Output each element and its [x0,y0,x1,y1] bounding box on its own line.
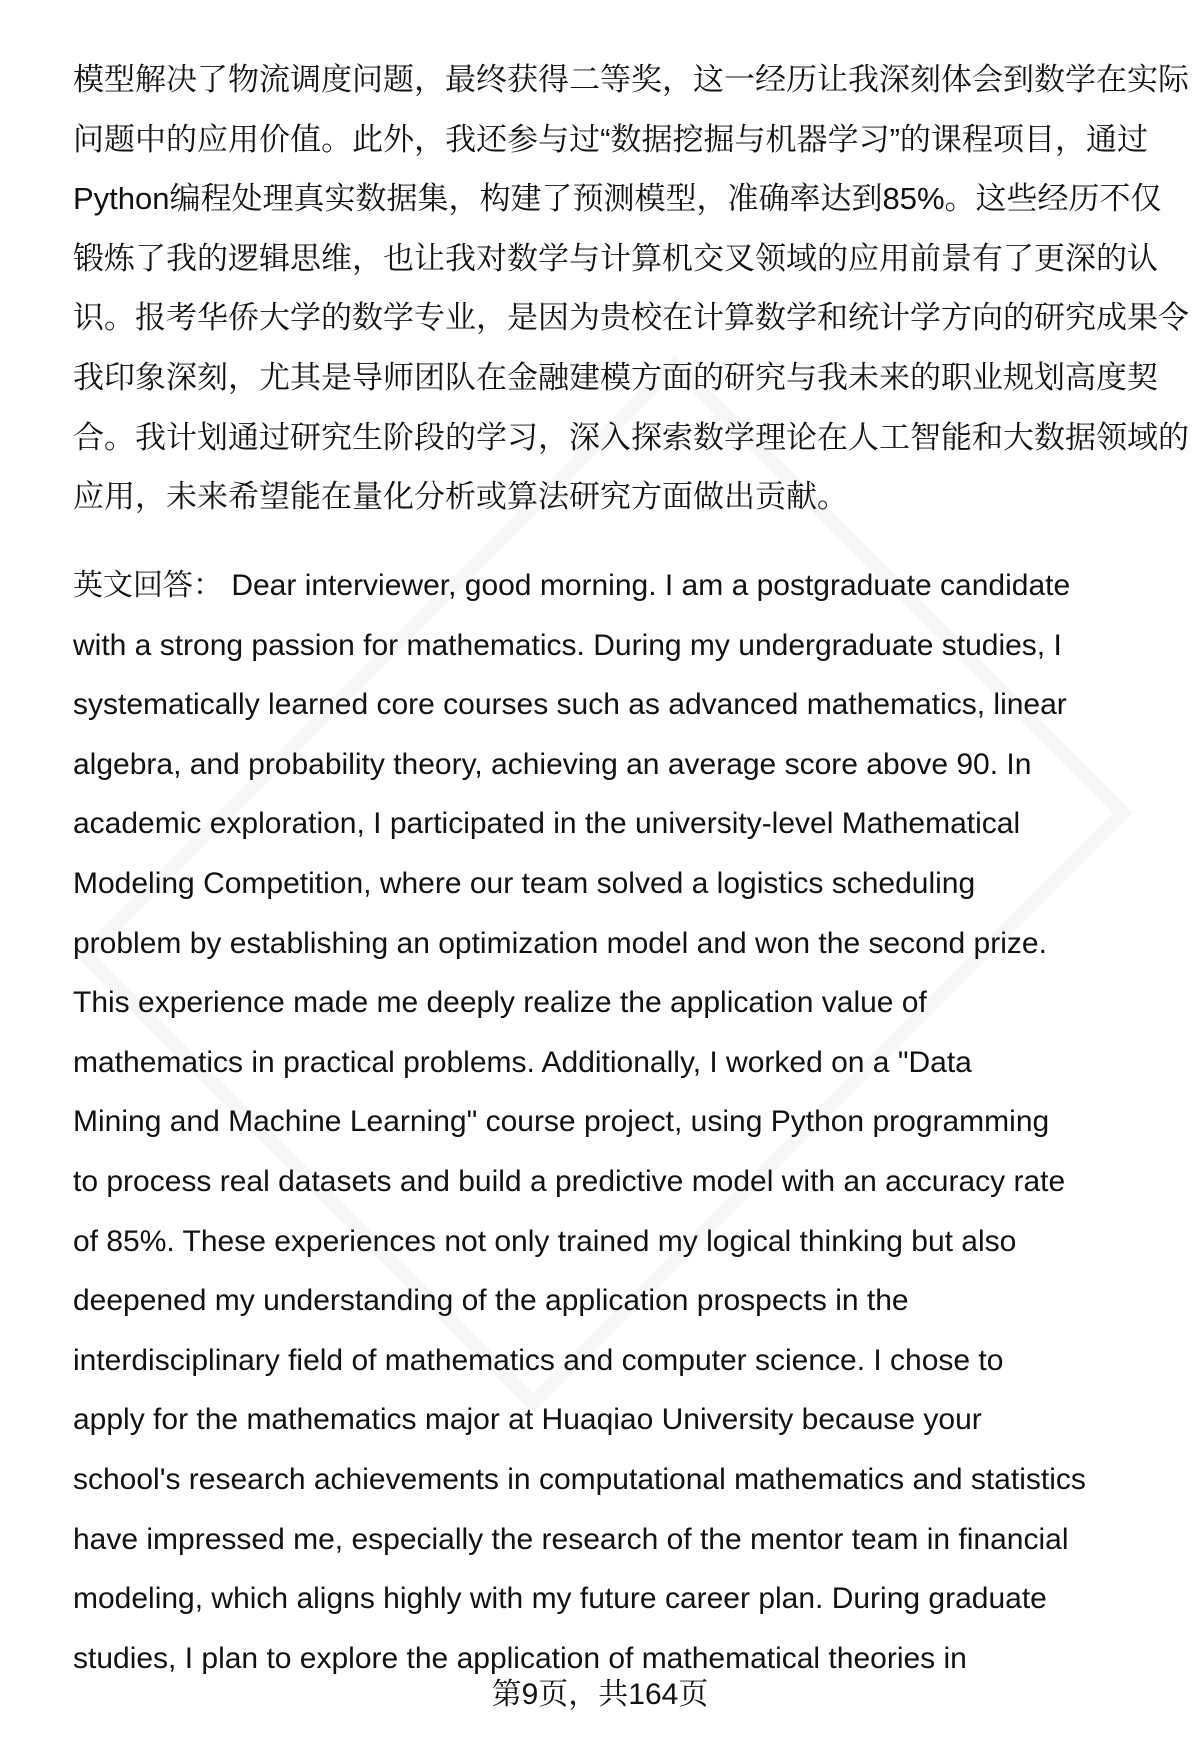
page-number: 第9页，共164页 [491,1678,709,1711]
text-line: apply for the mathematics major at Huaqiao University because your [73,1403,982,1437]
text-line: algebra, and probability theory, achieving an average score above 90. In [73,747,1032,781]
text-line: 我印象深刻，尤其是导师团队在金融建模方面的研究与我未来的职业规划高度契 [73,360,1158,395]
text-line: This experience made me deeply realize the application value of [73,986,927,1020]
text-line: 合。我计划通过研究生阶段的学习，深入探索数学理论在人工智能和大数据领域的 [73,419,1189,455]
text-line: 锻炼了我的逻辑思维，也让我对数学与计算机交叉领域的应用前景有了更深的认 [73,240,1158,276]
text-line: problem by establishing an optimization model and won the second prize. [73,926,1047,960]
text-line: modeling, which aligns highly with my future career plan. During graduate [73,1582,1047,1616]
text-line: 英文回答： Dear interviewer, good morning. I am a postgraduate candidate [73,569,1071,602]
text-line: 识。报考华侨大学的数学专业，是因为贵校在计算数学和统计学方向的研究成果令 [73,300,1189,336]
text-line: with a strong passion for mathematics. During my undergraduate studies, I [73,628,1062,662]
text-line: interdisciplinary field of mathematics and computer science. I chose to [73,1343,1004,1377]
text-line: Modeling Competition, where our team solved a logistics scheduling [73,867,976,900]
text-line: Python编程处理真实数据集，构建了预测模型，准确率达到85%。这些经历不仅 [73,181,1162,217]
text-line: systematically learned core courses such as advanced mathematics, linear [73,688,1067,722]
text-line: deepened my understanding of the application prospects in the [73,1284,909,1318]
text-line: studies, I plan to explore the application of mathematical theories in [73,1641,967,1675]
text-line: 应用，未来希望能在量化分析或算法研究方面做出贡献。 [73,479,848,515]
text-line: academic exploration, I participated in the university-level Mathematical [73,807,1021,841]
text-line: mathematics in practical problems. Additionally, I worked on a "Data [73,1045,972,1079]
text-line: school's research achievements in computational mathematics and statistics [73,1463,1086,1496]
text-line: of 85%. These experiences not only trained my logical thinking but also [73,1224,1017,1258]
text-line: 问题中的应用价值。此外，我还参与过“数据挖掘与机器学习”的课程项目，通过 [73,121,1148,157]
text-line: have impressed me, especially the research of the mentor team in financial [73,1522,1069,1556]
text-line: to process real datasets and build a predictive model with an accuracy rate [73,1165,1066,1198]
text-line: 模型解决了物流调度问题，最终获得二等奖，这一经历让我深刻体会到数学在实际 [73,62,1189,97]
text-line: Mining and Machine Learning" course project, using Python programming [73,1105,1050,1139]
